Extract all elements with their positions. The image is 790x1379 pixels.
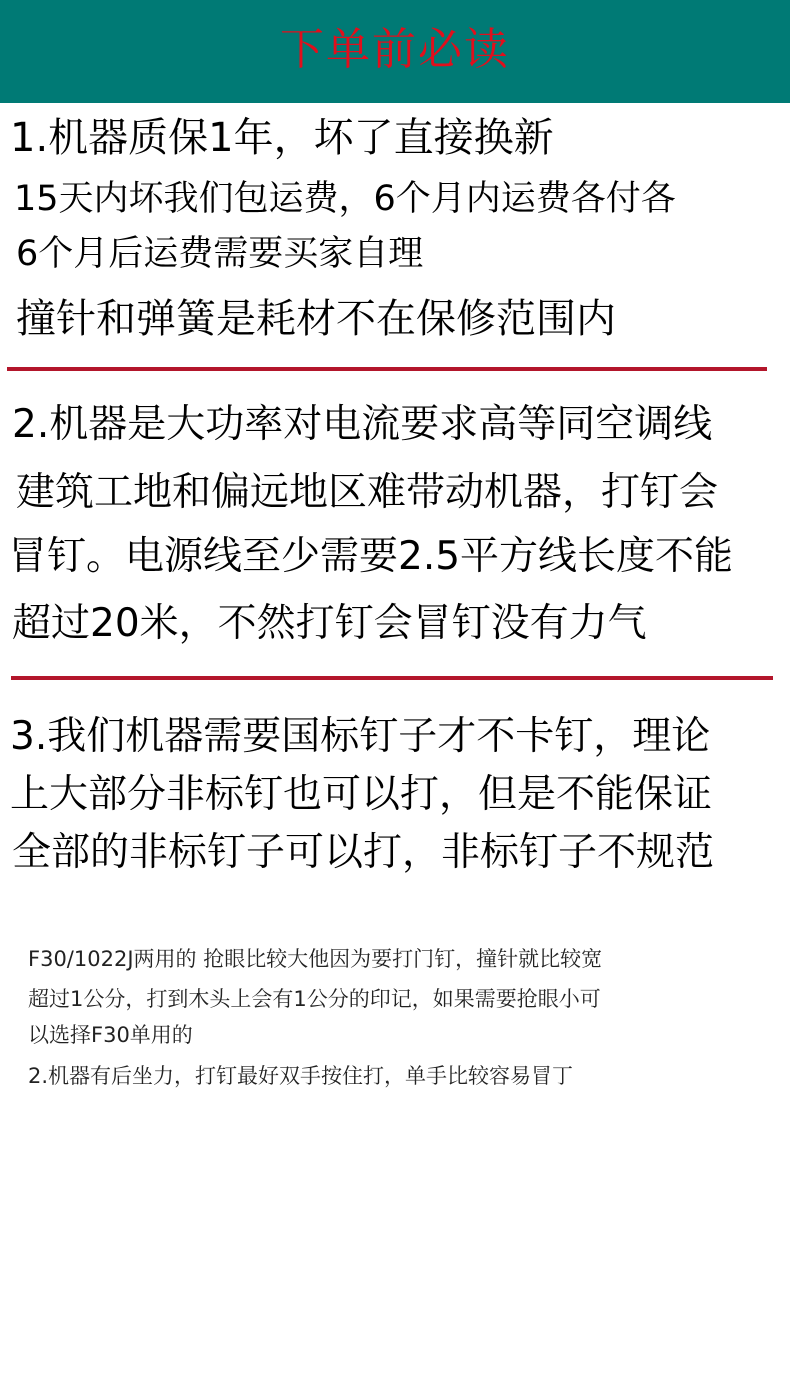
nails-text-2: 上大部分非标钉也可以打，但是不能保证 <box>10 772 713 817</box>
note-text-4: 2.机器有后坐力，打钉最好双手按住打，单手比较容易冒丁 <box>28 1064 574 1088</box>
warranty-heading: 1.机器质保1年，坏了直接换新 <box>10 115 554 161</box>
shipping-text-2: 6个月后运费需要买家自理 <box>16 234 424 274</box>
nails-text-1: 3.我们机器需要国标钉子才不卡钉，理论 <box>10 714 711 759</box>
power-text-1: 2.机器是大功率对电流要求高等同空调线 <box>12 402 713 447</box>
consumables-text: 撞针和弹簧是耗材不在保修范围内 <box>16 296 616 342</box>
note-text-1: F30/1022J两用的 抢眼比较大他因为要打门钉，撞针就比较宽 <box>28 947 603 971</box>
note-text-3: 以选择F30单用的 <box>28 1023 193 1047</box>
section-divider-2 <box>11 676 773 680</box>
power-text-2: 建筑工地和偏远地区难带动机器，打钉会 <box>16 470 719 515</box>
nails-text-3: 全部的非标钉子可以打，非标钉子不规范 <box>12 830 715 875</box>
note-text-2: 超过1公分，打到木头上会有1公分的印记，如果需要抢眼小可 <box>28 987 601 1011</box>
shipping-text-1: 15天内坏我们包运费，6个月内运费各付各 <box>14 179 676 219</box>
power-text-3: 冒钉。电源线至少需要2.5平方线长度不能 <box>8 534 734 579</box>
header-banner <box>0 0 790 103</box>
page-title: 下单前必读 <box>280 24 510 75</box>
section-divider-1 <box>7 367 767 371</box>
power-text-4: 超过20米，不然打钉会冒钉没有力气 <box>12 601 647 646</box>
